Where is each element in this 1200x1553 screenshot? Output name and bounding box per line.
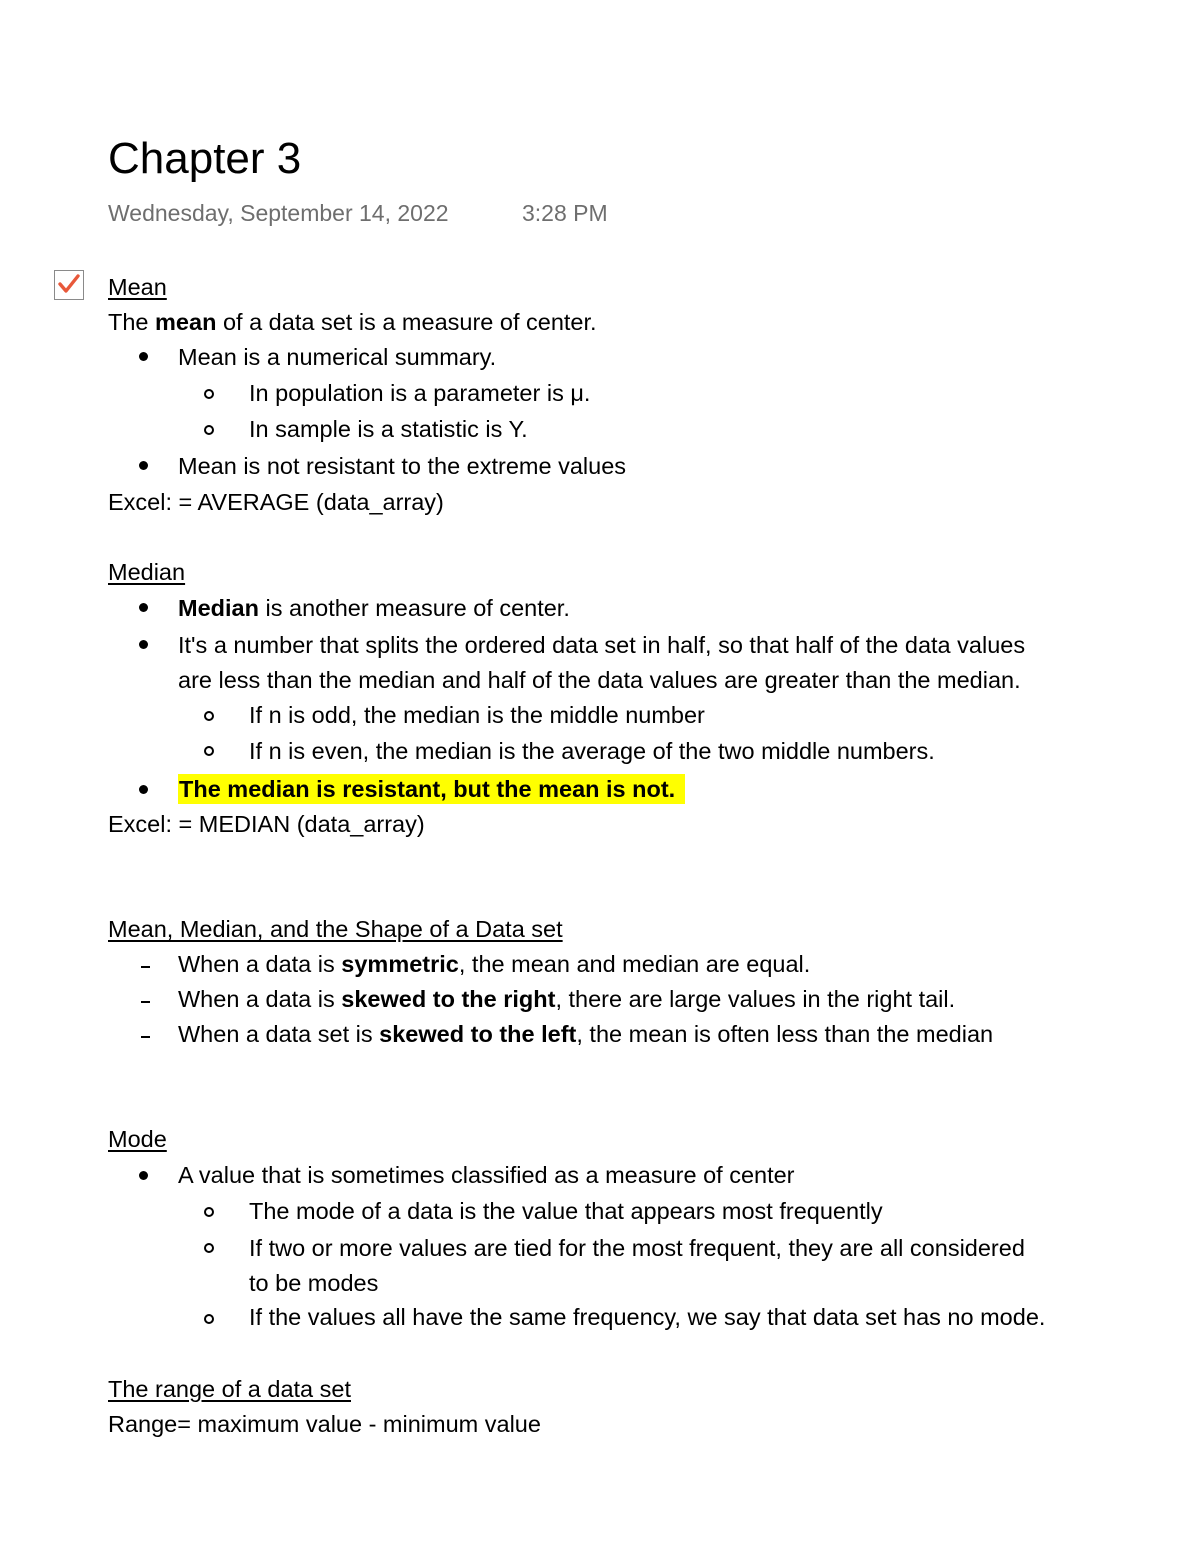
- median-sub-2: If n is even, the median is the average of the two middle numbers.: [249, 738, 935, 764]
- median-highlight: The median is resistant, but the mean is not.: [178, 774, 685, 804]
- bullet-circle-icon: [204, 711, 214, 721]
- bullet-dash-icon: [141, 1036, 150, 1038]
- note-timestamp: [108, 198, 608, 228]
- mean-sub-2: In sample is a statistic is Y.: [249, 416, 528, 442]
- shape-item-1: When a data is symmetric, the mean and median are equal.: [178, 951, 811, 977]
- section-heading-median: Median: [108, 559, 186, 585]
- mode-sub-1: The mode of a data is the value that appears most frequently: [249, 1198, 883, 1224]
- shape-item-3: When a data set is skewed to the left, the mean is often less than the median: [178, 1021, 994, 1047]
- mean-sub-1: In population is a parameter is μ.: [249, 380, 591, 406]
- range-formula: Range= maximum value - minimum value: [108, 1411, 541, 1437]
- section-heading-mean: Mean: [108, 274, 167, 300]
- bullet-dash-icon: [141, 1001, 150, 1003]
- note-date: Wednesday, September 14, 2022: [108, 200, 449, 226]
- check-mark-icon: [57, 273, 81, 297]
- bullet-dot-icon: [139, 461, 148, 470]
- mean-bullet-2: Mean is not resistant to the extreme values: [178, 453, 627, 479]
- bullet-dot-icon: [139, 1171, 148, 1180]
- section-heading-mode: Mode: [108, 1126, 167, 1152]
- section-heading-shape: Mean, Median, and the Shape of a Data set: [108, 916, 563, 942]
- bullet-dot-icon: [139, 640, 148, 649]
- mode-sub-2-line-2: to be modes: [249, 1270, 379, 1296]
- bullet-circle-icon: [204, 746, 214, 756]
- bullet-dot-icon: [139, 785, 148, 794]
- section-heading-range: The range of a data set: [108, 1376, 351, 1402]
- mode-bullet-1: A value that is sometimes classified as a measure of center: [178, 1162, 795, 1188]
- bullet-dash-icon: [141, 966, 150, 968]
- bullet-circle-icon: [204, 1243, 214, 1253]
- shape-item-2: When a data is skewed to the right, there are large values in the right tail.: [178, 986, 956, 1012]
- bullet-circle-icon: [204, 389, 214, 399]
- mode-sub-2-line-1: If two or more values are tied for the most frequent, they are all considered: [249, 1235, 1025, 1261]
- bullet-circle-icon: [204, 1207, 214, 1217]
- median-bullet-1: Median is another measure of center.: [178, 595, 570, 621]
- bullet-circle-icon: [204, 425, 214, 435]
- note-time: 3:28 PM: [522, 200, 608, 226]
- mean-intro: The mean of a data set is a measure of center.: [108, 309, 597, 335]
- median-bullet-2-line-1: It's a number that splits the ordered data set in half, so that half of the data values: [178, 632, 1026, 658]
- bullet-dot-icon: [139, 352, 148, 361]
- median-sub-1: If n is odd, the median is the middle number: [249, 702, 705, 728]
- bullet-circle-icon: [204, 1314, 214, 1324]
- mode-sub-3: If the values all have the same frequency, we say that data set has no mode.: [249, 1304, 1046, 1330]
- median-bullet-2-line-2: are less than the median and half of the data values are greater than the median.: [178, 667, 1021, 693]
- page-title: Chapter 3: [108, 134, 302, 183]
- todo-checkbox-icon[interactable]: [54, 270, 84, 300]
- mean-excel: Excel: = AVERAGE (data_array): [108, 489, 444, 515]
- median-excel: Excel: = MEDIAN (data_array): [108, 811, 425, 837]
- mean-bullet-1: Mean is a numerical summary.: [178, 344, 497, 370]
- bullet-dot-icon: [139, 603, 148, 612]
